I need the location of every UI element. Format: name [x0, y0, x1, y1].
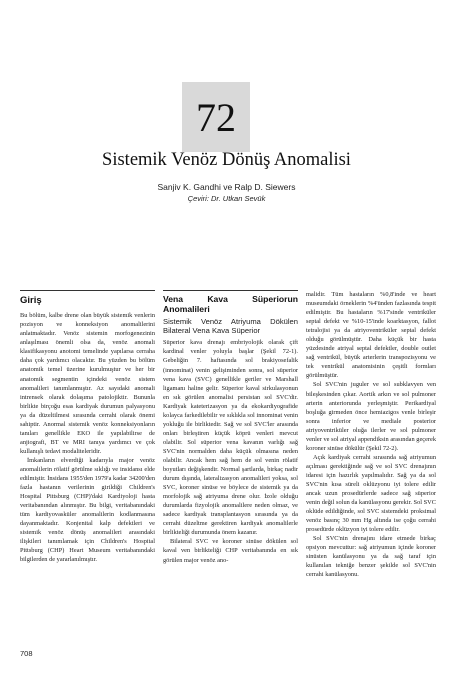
paragraph: İmkanların elverdiği kadarıyla major venöz anomalilerin rölatif görülme sıklığı ve insidansı elde edilmiştir. İnsidans 1955'den 1979'a kadar 34200'den fazla hastanın verilerinin girildiği Children's Hospital Pittsburg (CHP)'daki Kardiyoloji hasta veritabanından alınmıştır. Bu bilgi, veritabanındaki tüm kardiyovasküler anomalilerin kodlanmasına dayanmaktadır. Konjenital kalp defektleri ve sistemik venöz dönüş anomalileri arasındaki ilişkileri tanımlamak için Children's Hospital Pittsburg (CHP) Heart Museum veritabanındaki bilgilerden de yararlanılmıştır. [20, 456, 155, 564]
chapter-translator: Çeviri: Dr. Utkan Sevük [187, 194, 266, 203]
paragraph: Açık kardiyak cerrahi sırasında sağ atriyumun açılması gerektiğinde sağ ve sol SVC drenajının idaresi için hazırlık yapılmalıdır. Sağ ya da sol SVC'nin kısa süreli oklüzyonu iyi tolere edilir ancak uzun prosedürlerde sadece sağ süperior venin değil solun da kanülasyonu gerekir. Sol SVC oklüde edildiğinde, sol SVC sistemdeki proksimal venöz basınç 30 mm Hg altında ise çoğu cerrahi prosedürde oklüzyon iyi tolere edilir. [306, 453, 436, 534]
column-middle [163, 290, 298, 565]
chapter-number-box [182, 82, 250, 152]
paragraph: malidir. Tüm hastaların %0,8'inde ve heart museumdaki örneklerin %4'ünden fazlasında tespit edilmiştir. Bu hastaların %17'sinde ventriküler septal defekt ve %10-15'inde koarktasyon, fallot tetralojisi ya da atriyoventriküler septal defekt olduğu görülmüştür. Daha küçük bir hasta yüzdesinde atriyal septal defektler, double outlet sağ ventrikül, büyük arterlerin transpozisyonu ve tek ventrikül anatomisinin çeşitli formları görülmüştür. [306, 291, 436, 380]
page-number: 708 [20, 649, 33, 658]
chapter-title: Sistemik Venöz Dönüş Anomalisi [102, 150, 351, 170]
section-heading-giris: Giriş [20, 295, 42, 307]
paragraph: Sol SVC'nin juguler ve sol subklavyen ven bileşkesinden çıkar. Aortik arkın ve sol pulmoner arterin anteriorunda yerleşmiştir. Perikardiyal boşluğa girmeden önce hemiazigos venle birleşir sonra inferior ve mediale posterior atriyoventriküler oluğa ilerler ve sol pulmoner venler ve sol atriyal appendiksin arasından geçerek koroner sinüse dökülür (Şekil 72-2). [306, 381, 436, 452]
paragraph: Sol SVC'nin drenajını idare etmede birkaç opsiyon mevcuttur: sağ atriyumun içinde koroner sinüsten kanülasyonu ya da sağ taraf için kullanılan tekniğe benzer şekilde sol SVC'nin cerrahi kanülasyonu. [306, 535, 436, 579]
paragraph: Bilateral SVC ve koroner sinüse dökülen sol kaval ven birlikteliği CHP veritabanında en sık görülen major venöz ano- [163, 538, 298, 564]
paragraph: Süperior kava drenajı embriyolojik olarak çift kardinal venler yoluyla başlar (Şekil 72-1). Gebeliğin 7. haftasında sol brakiyosefalik (innominat) venin gelişiminden sonra, sol süperior vena kava (SVC) genellikle geriler ve Marshall ligamanı haline gelir. Süperior kaval sirkulasyonun en sık görülen anomalisi persistan sol SVC'dir. Kardiyak kateterizasyon ya da ekokardiyografide kolayca farkedilebilir ve sıklıkla sol innominat venin yokluğu ile birliktedir. Sağ ve sol SVC'ler arasında onları birleştiren küçük köprü venleri mevcut olabilir. Sol süperior vena kavanın varlığı sağ SVC'nin normalden daha küçük olmasına neden olabilir. Ancak hem sağ hem de sol venin rölatif boyutları değişkendir. Normal şartlarda, birkaç nadir durum dışında, lateralizasyon anomalileri yoksa, sol SVC, koroner sinüse ve böylece de sistemik ya da morfolojik sağ atriyuma drene olur. İzole olduğu durumlarda fizyolojik anomalilere neden olmaz, ve sadece kardiyak transplantasyon sırasında ya da cerrahi düzeltme gerektiren kardiyak anomalilerle birlikteliği durumunda önem kazanır. [163, 339, 298, 537]
column-left [20, 290, 155, 565]
column-right [306, 290, 436, 580]
section-heading-svc-anomalies: Vena Kava Süperiorun Anomalileri [163, 294, 298, 314]
chapter-authors: Sanjiv K. Gandhi ve Ralp D. Siewers [157, 182, 296, 192]
section-rule [20, 290, 155, 291]
subsection-heading: Sistemik Venöz Atriyuma Dökülen Bilateral Vena Kava Süperior [163, 317, 298, 336]
chapter-number: 72 [196, 94, 236, 140]
paragraph: Bu bölüm, kalbe drene olan büyük sistemik venlerin pozisyon ve konneksiyon anomalilerini anlatmaktadır. Venöz sistemin morfogenezinin anlaşılması önemli olsa da, venöz anomali klasifikasyonu anotomi temelinde yapılarsa cerraha daha çok yardımcı olacaktır. Bu yüzden bu bölüm anatomik temel üzerine kurulmuştur ve her bir anatomik segmentin içindeki venöz sistem anomalileri tanımlanmıştır. Az sayıdaki anomali intrensek olarak dolaşıma patolojiktir. Bununla birlikte birçoğu esas kardiyak durumun palyasyonu ya da düzeltilmesi sırasında cerrahi olarak önemi sahiptir. Anormal sistemik venöz konneksiyonların tanıları genellikle EKO ile yapılabilirse de anjiografi, BT ve MRI tanıya yardımcı ve çok kullanışlı tedavi modaliteleridir. [20, 312, 155, 455]
section-rule [163, 290, 298, 291]
